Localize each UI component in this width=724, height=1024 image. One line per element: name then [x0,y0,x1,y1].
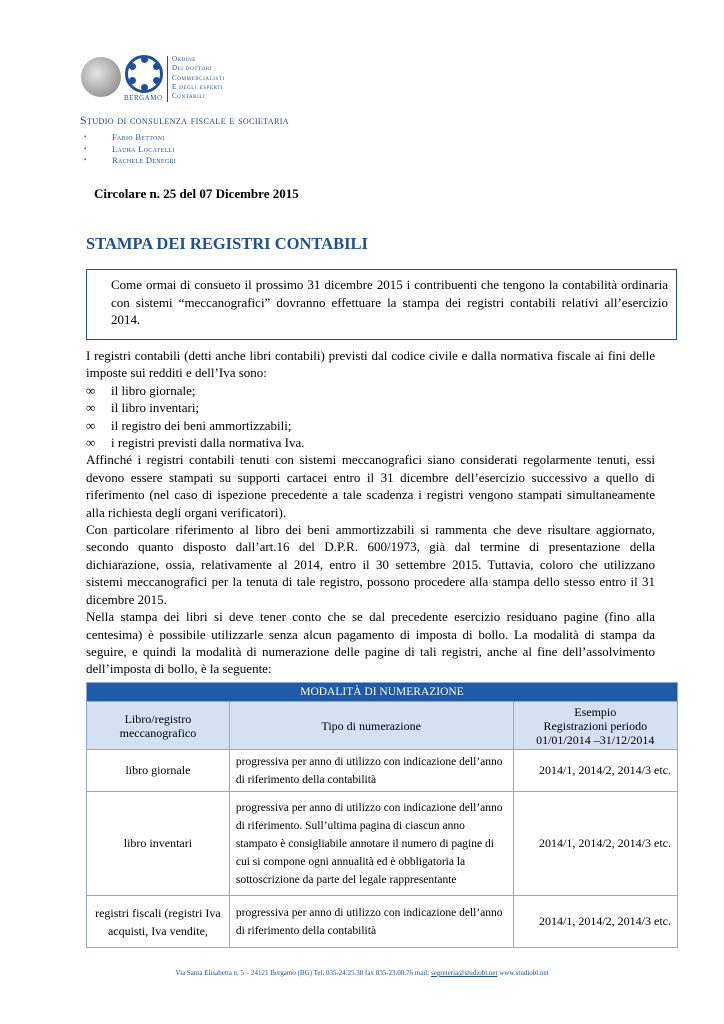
footer-address: Via Santa Elisabetta n. 5 – 24121 Bergamo (BG) Tel. 035-24.25.38 fax 035-23.08.76 mail: [175,969,431,977]
header-libro: Libro/registro meccanografico [87,702,230,750]
table-row [87,750,678,792]
footer [0,969,724,977]
bullet-icon: • [84,144,87,153]
bullet-icon: • [84,133,87,141]
studio-name: Studio di consulenza fiscale e societaria [80,113,289,127]
logo-line: Dei dottori [172,64,212,73]
logo-divider [167,56,168,102]
list-item: ∞ il registro dei beni ammortizzabili; [86,417,292,433]
infinity-bullet-icon: ∞ [86,417,96,433]
logo-line: Ordine [172,55,196,63]
list-item: ∞ i registri previsti dalla normativa Iva. [86,435,305,451]
infinity-bullet-icon: ∞ [86,382,96,398]
header-esempio: Esempio Registrazioni periodo 01/01/2014 –31/12/2014 [513,702,677,750]
footer-email-link[interactable]: segreteria@studiobl.net [430,969,498,977]
table-row [87,896,678,948]
partner-name: Laura Locatelli [112,143,175,154]
infinity-bullet-icon: ∞ [86,400,96,416]
header-tipo: Tipo di numerazione [229,702,513,750]
cell-libro: registri fiscali (registri Iva acquisti, Iva vendite, [87,896,230,948]
cell-libro: libro giornale [87,750,230,792]
bullet-icon: • [84,156,87,164]
cell-tipo: progressiva per anno di utilizzo con indicazione dell’anno di riferimento della contabilità [229,896,513,948]
page-title: STAMPA DEI REGISTRI CONTABILI [86,234,368,253]
paragraph: I registri contabili (detti anche libri contabili) previsti dal codice civile e dalla normativa fiscale ai fini delle imposte sui redditi e dell’Iva sono: [86,348,655,381]
partners-list [84,132,176,167]
cell-tipo: progressiva per anno di utilizzo con indicazione dell’anno di riferimento. Sull’ultima pagina di ciascun anno stampato è consigliabile annotare il numero di pagine di cui si compone ogni annualità ed è obbligatoria la sottoscrizione da parte del legale rappresentante [229,792,513,896]
body-text [86,347,655,678]
circle-logo-icon [125,55,163,93]
logo-line: E degli esperti [172,82,224,91]
logo-line: Contabili [172,92,206,101]
partner-name: Rachele Denegri [112,155,177,165]
cell-esempio: 2014/1, 2014/2, 2014/3 etc. [513,792,677,896]
circular-number: Circolare n. 25 del 07 Dicembre 2015 [94,186,299,201]
logo-city: BERGAMO [124,94,163,102]
register-list [86,382,655,452]
cell-esempio: 2014/1, 2014/2, 2014/3 etc. [513,750,677,792]
partner-name: Fabio Bettoni [112,132,165,142]
list-item: ∞ il libro inventari; [86,400,200,416]
cell-tipo: progressiva per anno di utilizzo con indicazione dell’anno di riferimento della contabilità [229,750,513,792]
footer-website[interactable]: www.studiobl.net [497,969,549,977]
paragraph: Con particolare riferimento al libro dei beni ammortizzabili si rammenta che deve risultare aggiornato, secondo quanto disposto dall’art.16 del D.P.R. 600/1973, già dal termine di presentazione della dichiarazione, ossia, relativamente al 2014, entro il 30 settembre 2015. Tuttavia, coloro che utilizzano sistemi meccanografici per la tenuta di tale registro, possono procedere alla stampa dello stesso entro il 31 dicembre 2015. [86,522,655,607]
table-row [87,792,678,896]
paragraph: Affinché i registri contabili tenuti con sistemi meccanografici siano considerati regolarmente tenuti, essi devono essere stampati su supporti cartacei entro il 31 dicembre dell’esercizio successivo a quello di riferimento (nel caso di ispezione precedente a tale scadenza i registri vengono stampati simultaneamente alla richiesta degli organi verificatori). [86,452,655,520]
cell-libro: libro inventari [87,792,230,896]
cell-esempio: 2014/1, 2014/2, 2014/3 etc. [513,896,677,948]
logo-text [172,55,225,101]
numbering-table [86,682,678,948]
table-caption: MODALITÀ DI NUMERAZIONE [87,683,678,702]
infinity-bullet-icon: ∞ [86,435,96,451]
list-item: ∞ il libro giornale; [86,382,196,398]
intro-box: Come ormai di consueto il prossimo 31 dicembre 2015 i contribuenti che tengono la contabilità ordinaria con sistemi “meccanografici” dovranno effettuare la stampa dei registri contabili relativi all’esercizio 2014. [86,269,677,340]
seal-logo [81,57,121,97]
paragraph: Nella stampa dei libri si deve tener conto che se dal precedente esercizio residuano pagine (fino alla centesima) è possibile utilizzarle senza alcun pagamento di imposta di bollo. La modalità di stampa da seguire, e quindi la modalità di numerazione delle pagine di tali registri, anche al fine dell’assolvimento dell’imposta di bollo, è la seguente: [86,609,655,677]
logo-line: Commercialisti [172,73,225,82]
